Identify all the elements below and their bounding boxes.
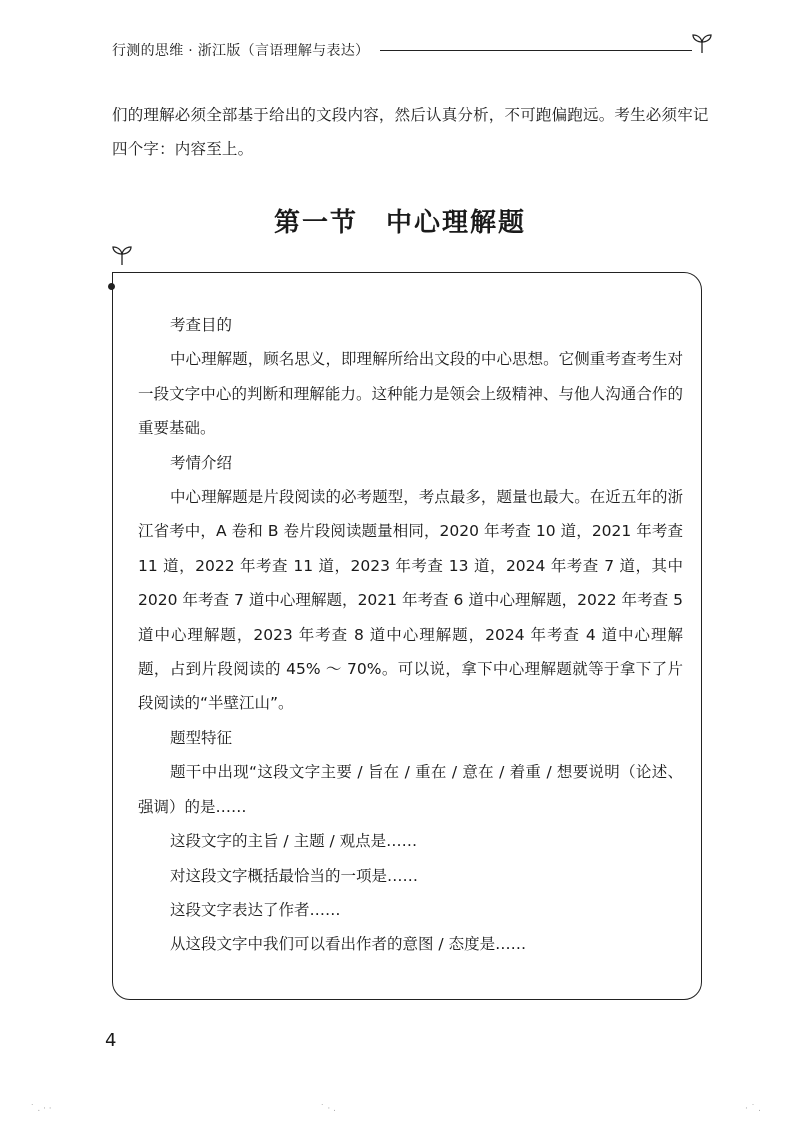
paragraph-feature-4: 这段文字表达了作者…… [170,900,341,919]
box-corner-dot [108,283,115,290]
section-title: 第一节 中心理解题 [273,208,526,238]
header-title: 行测的思维 · 浙江版（言语理解与表达） [112,43,370,59]
page-number: 4 [105,1030,117,1051]
scan-speck: ˙ · . [320,1104,336,1114]
running-header [112,36,712,66]
paragraph-feature-3: 对这段文字概括最恰当的一项是…… [170,866,419,885]
paragraph-purpose: 中心理解题，顾名思义，即理解所给出文段的中心思想。它侧重考查考生对一段文字中心的判断和理解能力。这种能力是领会上级精神、与他人沟通合作的重要基础。 [138,350,683,438]
info-box-content [138,308,683,962]
sprout-icon [690,32,714,54]
scan-speck: · ˙ . [745,1104,761,1114]
paragraph-feature-2: 这段文字的主旨 / 主题 / 观点是…… [170,832,418,851]
paragraph-feature-5: 从这段文字中我们可以看出作者的意图 / 态度是…… [170,935,527,954]
heading-features: 题型特征 [170,728,233,747]
heading-purpose: 考查目的 [170,316,233,334]
sprout-icon [110,244,134,266]
intro-paragraph: 们的理解必须全部基于给出的文段内容，然后认真分析，不可跑偏跑远。考生必须牢记四个字：内容至上。 [112,106,709,158]
heading-exam-info: 考情介绍 [170,453,233,472]
paragraph-feature-1: 题干中出现“这段文字主要 / 旨在 / 重在 / 意在 / 着重 / 想要说明（论述、强调）的是…… [138,763,683,816]
scan-speck: ˙ . · · [30,1104,52,1114]
header-rule [380,50,692,51]
paragraph-exam-info: 中心理解题是片段阅读的必考题型，考点最多，题量也最大。在近五年的浙江省考中，A 卷和 B 卷片段阅读题量相同，2020 年考查 10 道，2021 年考查 11 道，2022 年考查 11 道，2023 年考查 13 道，2024 年考查 7 道，其中 2020 年考查 7 道中心理解题，2021 年考查 6 道中心理解题，2022 年考查 5 道中心理解题，2023 年考查 8 道中心理解题，2024 年考查 4 道中心理解题，占到片段阅读的 45% ～ 70%。可以说，拿下中心理解题就等于拿下了片段阅读的“半壁江山”。 [138,488,683,713]
scan-artifacts [0,1104,800,1120]
